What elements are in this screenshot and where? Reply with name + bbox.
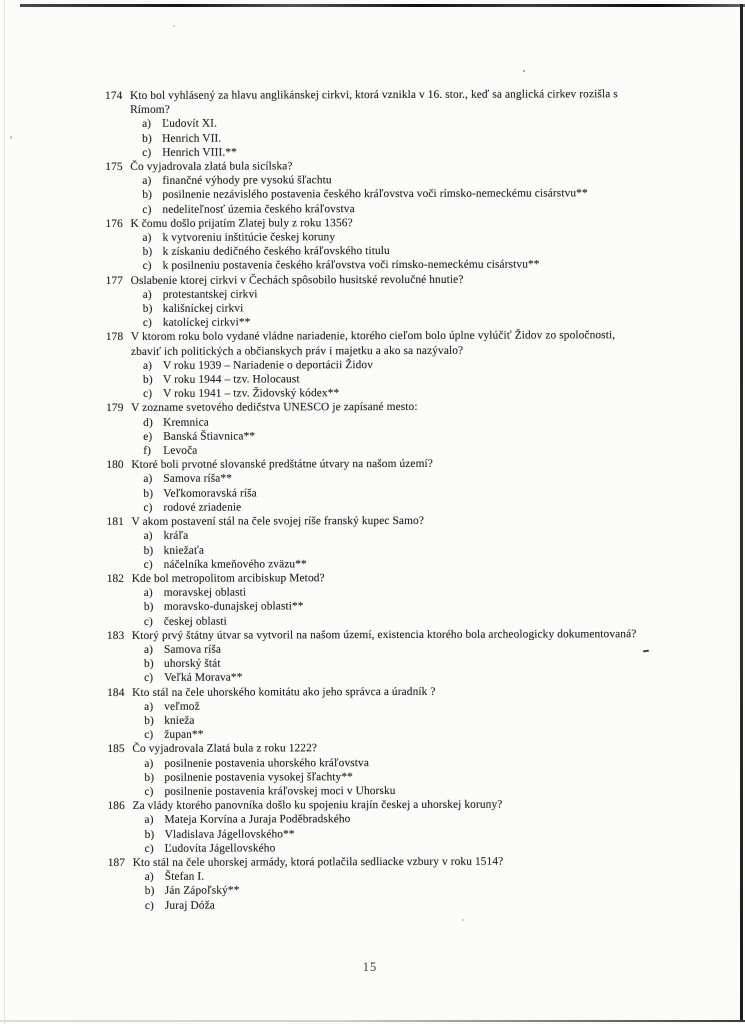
question-178 (106, 328, 731, 401)
option-text: Štefan I. (164, 870, 205, 883)
option-text: kališníckej cirkvi (162, 302, 244, 315)
question-text: Kde bol metropolitom arcibiskup Metod? (131, 572, 325, 585)
question-number: 183 (106, 629, 125, 642)
option-text: nedeliteľnosť územia českého kráľovstva (162, 202, 355, 216)
option-text: Veľkomoravská ríša (163, 487, 257, 500)
question-number: 186 (107, 800, 125, 813)
option-letter: a) (144, 871, 154, 884)
question-text: Kto stál na čele uhorskej armády, ktorá potlačila sedliacke vzbury v roku 1514? (132, 855, 504, 869)
option-letter: b) (144, 885, 155, 898)
question-text: Oslabenie ktorej cirkvi v Čechách spôsobilo husitské revolučné hnutie? (130, 273, 464, 287)
option-text: Vladislava Jágellovského** (164, 827, 295, 841)
option-text: moravsko-dunajskej oblasti** (163, 600, 304, 614)
option-letter: b) (142, 373, 153, 386)
option-text: moravskej oblasti (163, 586, 247, 599)
question-number: 187 (107, 856, 126, 869)
question-179 (106, 399, 731, 458)
scan-speck (10, 136, 12, 139)
option-text: V roku 1944 – tzv. Holocaust (162, 373, 300, 386)
option-letter: b) (143, 544, 154, 557)
option-letter: b) (142, 302, 153, 315)
question-187 (108, 854, 733, 913)
option-letter: a) (142, 118, 152, 131)
option-letter: b) (142, 246, 153, 259)
option-letter: a) (144, 757, 154, 770)
question-number: 178 (105, 331, 124, 344)
option-letter: c) (142, 260, 152, 273)
question-177 (106, 271, 731, 330)
option-letter: c) (143, 558, 153, 571)
question-text: K čomu došlo prijatím Zlatej buly z roku 1356? (130, 216, 353, 230)
question-184 (107, 683, 732, 742)
option-text: Juraj Dóža (164, 899, 215, 912)
question-text: Kto bol vyhlásený za hlavu anglikánskej cirkvi, ktorá vznikla v 16. stor., keď sa anglická cirkev rozišla s (130, 88, 618, 102)
option-text: k posilneniu postavenia českého kráľovstva voči rímsko-nemeckému cisárstvu** (162, 258, 540, 273)
question-181 (106, 513, 731, 572)
option-text: Ľudovít XI. (162, 118, 218, 131)
question-180 (106, 456, 731, 515)
option-text: V roku 1939 – Nariadenie o deportácii Židov (162, 358, 374, 372)
option-text: katolíckej cirkvi** (162, 316, 251, 330)
question-list (105, 87, 733, 913)
option-letter: a) (143, 530, 153, 543)
option-text: veľmož (164, 700, 200, 713)
option-letter: d) (143, 416, 153, 429)
question-text: Čo vyjadrovala zlatá bula sicílska? (130, 160, 293, 173)
option-letter: c) (143, 501, 153, 514)
option-text: Samova ríša (163, 643, 222, 656)
option-letter: c) (143, 388, 153, 401)
option-text: kráľa (163, 530, 189, 543)
option-letter: b) (144, 828, 155, 841)
scan-speck (462, 919, 464, 921)
option-text: Kremnica (163, 416, 209, 429)
option-text: V roku 1941 – tzv. Židovský kódex** (163, 387, 340, 401)
option-text: Veľká Morava** (164, 671, 243, 685)
option-text: finančné výhody pre vysokú šľachtu (162, 174, 332, 188)
scan-left-edge (4, 0, 5, 1024)
question-number: 180 (106, 459, 124, 472)
option-text: Samova ríša** (163, 473, 233, 486)
question-number: 175 (105, 160, 123, 174)
option-text: Henrich VII. (162, 132, 222, 145)
option-letter: a) (144, 814, 154, 827)
option-text: uhorský štát (163, 657, 221, 670)
question-text: V zozname svetového dedičstva UNESCO je zapísané mesto: (131, 401, 418, 415)
scan-speck (523, 70, 525, 72)
question-175 (105, 158, 730, 217)
option-text: kniežaťa (163, 544, 205, 557)
option-text: posilnenie postavenia kráľovskej moci v Uhorsku (164, 784, 396, 798)
question-text-continued: zbaviť ich politických a občianskych práv i majetku a ako sa nazývalo? (130, 344, 464, 358)
question-text: V ktorom roku bolo vydané vládne nariadenie, ktorého cieľom bolo úplne vylúčiť Židov zo spoločnosti, (130, 329, 616, 344)
question-number: 181 (106, 516, 124, 529)
option-text: posilnenie nezávislého postavenia českého kráľovstva voči rímsko-nemeckému cisárstvu** (162, 187, 588, 202)
option-text: župan** (164, 728, 204, 741)
option-text: Mateja Korvína a Juraja Poděbradského (164, 813, 351, 827)
question-number: 174 (105, 89, 123, 102)
option-letter: c) (143, 615, 153, 628)
option-letter: a) (144, 700, 154, 713)
option-letter: c) (144, 728, 154, 742)
answer-option (108, 896, 733, 912)
option-text: náčelníka kmeňového zväzu** (163, 558, 307, 571)
question-text: Ktorý prvý štátny útvar sa vytvoril na našom území, existencia ktorého bola archeologicky dokumentovaná? (131, 627, 637, 642)
option-letter: a) (143, 586, 153, 599)
option-text: Ján Zápoľský** (164, 884, 240, 898)
question-186 (107, 797, 732, 856)
option-letter: b) (143, 657, 154, 670)
option-text: k vytvoreniu inštitúcie českej koruny (162, 231, 336, 244)
option-text: Ľudovíta Jágellovského (164, 842, 276, 855)
option-letter: c) (142, 203, 152, 216)
scan-speck (173, 25, 175, 27)
option-letter: c) (144, 785, 154, 798)
scan-top-edge (20, 4, 745, 7)
option-text: posilnenie postavenia vysokej šľachty** (164, 770, 353, 784)
question-185 (107, 740, 732, 799)
scan-bottom-edge (0, 1020, 745, 1022)
option-letter: a) (143, 473, 153, 486)
page-number: 15 (362, 960, 378, 974)
option-letter: a) (142, 359, 153, 372)
question-182 (107, 570, 732, 629)
question-number: 176 (105, 217, 123, 230)
question-174 (105, 87, 730, 160)
option-text: Henrich VIII.** (162, 146, 237, 159)
question-number: 177 (105, 274, 124, 287)
option-text: posilnenie postavenia uhorského kráľovstva (164, 756, 370, 770)
question-number: 185 (107, 743, 125, 756)
option-letter: c) (144, 899, 154, 912)
option-text: knieža (164, 714, 195, 727)
question-number: 182 (106, 572, 125, 585)
option-letter: b) (142, 132, 152, 145)
option-text: českej oblasti (163, 615, 227, 628)
option-letter: c) (142, 317, 152, 330)
option-letter: b) (142, 189, 153, 202)
question-text-continued: Rímom? (130, 103, 170, 117)
option-text: protestantskej cirkvi (162, 288, 258, 301)
option-letter: b) (143, 601, 154, 614)
question-text: Za vlády ktorého panovníka došlo ku spojeniu krajín českej a uhorskej koruny? (132, 798, 503, 813)
question-text: Ktoré boli prvotné slovanské predštátne útvary na našom území? (131, 458, 433, 472)
option-letter: a) (142, 288, 152, 301)
option-text: rodové zriadenie (163, 501, 242, 514)
option-letter: e) (143, 430, 153, 443)
option-text: Levoča (163, 444, 198, 457)
question-183 (107, 627, 732, 686)
option-letter: f) (143, 444, 152, 457)
option-letter: c) (144, 842, 154, 855)
question-176 (105, 215, 730, 274)
question-number: 179 (106, 402, 124, 415)
option-text: Banská Štiavnica** (163, 430, 256, 443)
option-letter: a) (142, 231, 152, 244)
option-letter: b) (144, 771, 155, 784)
option-letter: b) (144, 714, 154, 727)
option-letter: a) (142, 175, 152, 188)
scan-right-edge (740, 4, 743, 1022)
question-text: Čo vyjadrovala Zlatá bula z roku 1222? (132, 742, 318, 756)
option-text: k získaniu dedičného českého kráľovského titulu (162, 245, 390, 259)
question-number: 184 (107, 686, 125, 699)
option-letter: c) (144, 672, 154, 685)
option-letter: c) (142, 146, 152, 159)
option-letter: a) (143, 643, 154, 656)
question-text: V akom postavení stál na čele svojej ríše franský kupec Samo? (131, 514, 425, 529)
option-letter: b) (143, 487, 154, 500)
question-text: Kto stál na čele uhorského komitátu ako jeho správca a úradník ? (132, 685, 436, 699)
